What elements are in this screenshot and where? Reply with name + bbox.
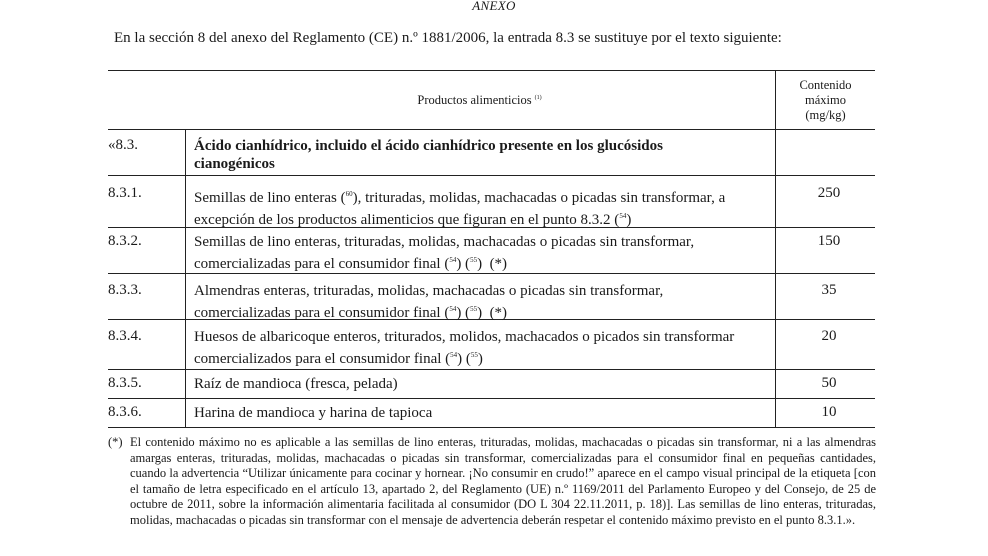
footnote-text: El contenido máximo no es aplicable a las semillas de lino enteras, trituradas, molidas, machacadas o picadas sin transformar, ni a las almendras amargas enteras, trituradas, molidas, machacadas o picadas sin transformar, comercializadas para el consumidor final en pequeñas cantidades, cuando la advertencia “Utilizar únicamente para cocinar y hornear. ¡No consumir en crudo!” aparece en el campo visual principal de la etiqueta [con el tamaño de letra especificado en el artículo 13, apartado 2, del Reglamento (UE) n.º 1169/2011 del Parlamento Europeo y del Consejo, de 25 de octubre de 2011, sobre la información alimentaria facilitada al consumidor (DO L 304 22.11.2011, p. 18)]. Las semillas de lino enteras, trituradas, molidas, machacadas o picadas sin transformar con el mensaje de advertencia deberán respetar el contenido máximo previsto en el punto 8.3.1.». bbox=[130, 435, 876, 527]
row-rule bbox=[108, 273, 875, 274]
entry-description: Harina de mandioca y harina de tapioca bbox=[194, 405, 433, 421]
header-max-content: Contenido máximo (mg/kg) bbox=[799, 78, 852, 122]
entry-description: Semillas de lino enteras, trituradas, molidas, machacadas o picadas sin transformar, comercializadas para el consumidor final ($^{54}$) ($^{55}$) (*) bbox=[194, 234, 695, 272]
entry-description: Almendras enteras, trituradas, molidas, machacadas o picadas sin transformar, comercializadas para el consumidor final ($^{54}$) ($^{55}$) (*) bbox=[194, 283, 664, 321]
entry-number: 8.3.4. bbox=[108, 328, 142, 344]
max-value: 20 bbox=[821, 328, 837, 344]
column-rule bbox=[185, 129, 186, 427]
header-products: Productos alimenticios $^{(1)}$ bbox=[417, 93, 542, 107]
entry-number: 8.3.2. bbox=[108, 233, 142, 249]
max-value: 10 bbox=[821, 404, 837, 420]
entry-number: 8.3.6. bbox=[108, 404, 142, 420]
entry-number: 8.3.1. bbox=[108, 185, 142, 201]
max-value: 35 bbox=[821, 282, 837, 298]
footnote-mark: (*) bbox=[108, 435, 123, 449]
entry-description: Raíz de mandioca (fresca, pelada) bbox=[194, 376, 398, 392]
max-value: 50 bbox=[821, 375, 837, 391]
row-rule bbox=[108, 175, 875, 176]
intro-text: En la sección 8 del anexo del Reglamento (CE) n.º 1881/2006, la entrada 8.3 se sustituye por el texto siguiente: bbox=[114, 30, 782, 46]
max-value: 150 bbox=[817, 233, 841, 249]
annex-title: ANEXO bbox=[472, 0, 516, 13]
entry-number: 8.3.5. bbox=[108, 375, 142, 391]
entry-number: «8.3. bbox=[108, 137, 138, 153]
table-top-rule bbox=[108, 70, 875, 71]
entry-description: Semillas de lino enteras ($^{60}$), trituradas, molidas, machacadas o picadas sin transformar, a excepción de los productos alimenticios que figuran en el punto 8.3.2 ($^{54}$) bbox=[194, 190, 726, 228]
row-rule bbox=[108, 369, 875, 370]
entry-description: Huesos de albaricoque enteros, triturados, molidos, machacados o picados sin transformar comercializados para el consumidor final ($^{54}$) ($^{55}$) bbox=[194, 329, 735, 367]
entry-description: Ácido cianhídrico, incluido el ácido cianhídrico presente en los glucósidos cianogénicos bbox=[194, 138, 663, 172]
entry-number: 8.3.3. bbox=[108, 282, 142, 298]
table-header-rule bbox=[108, 129, 875, 130]
footnote bbox=[108, 435, 876, 528]
row-rule bbox=[108, 398, 875, 399]
table-bottom-rule bbox=[108, 427, 875, 428]
max-value: 250 bbox=[817, 185, 841, 201]
